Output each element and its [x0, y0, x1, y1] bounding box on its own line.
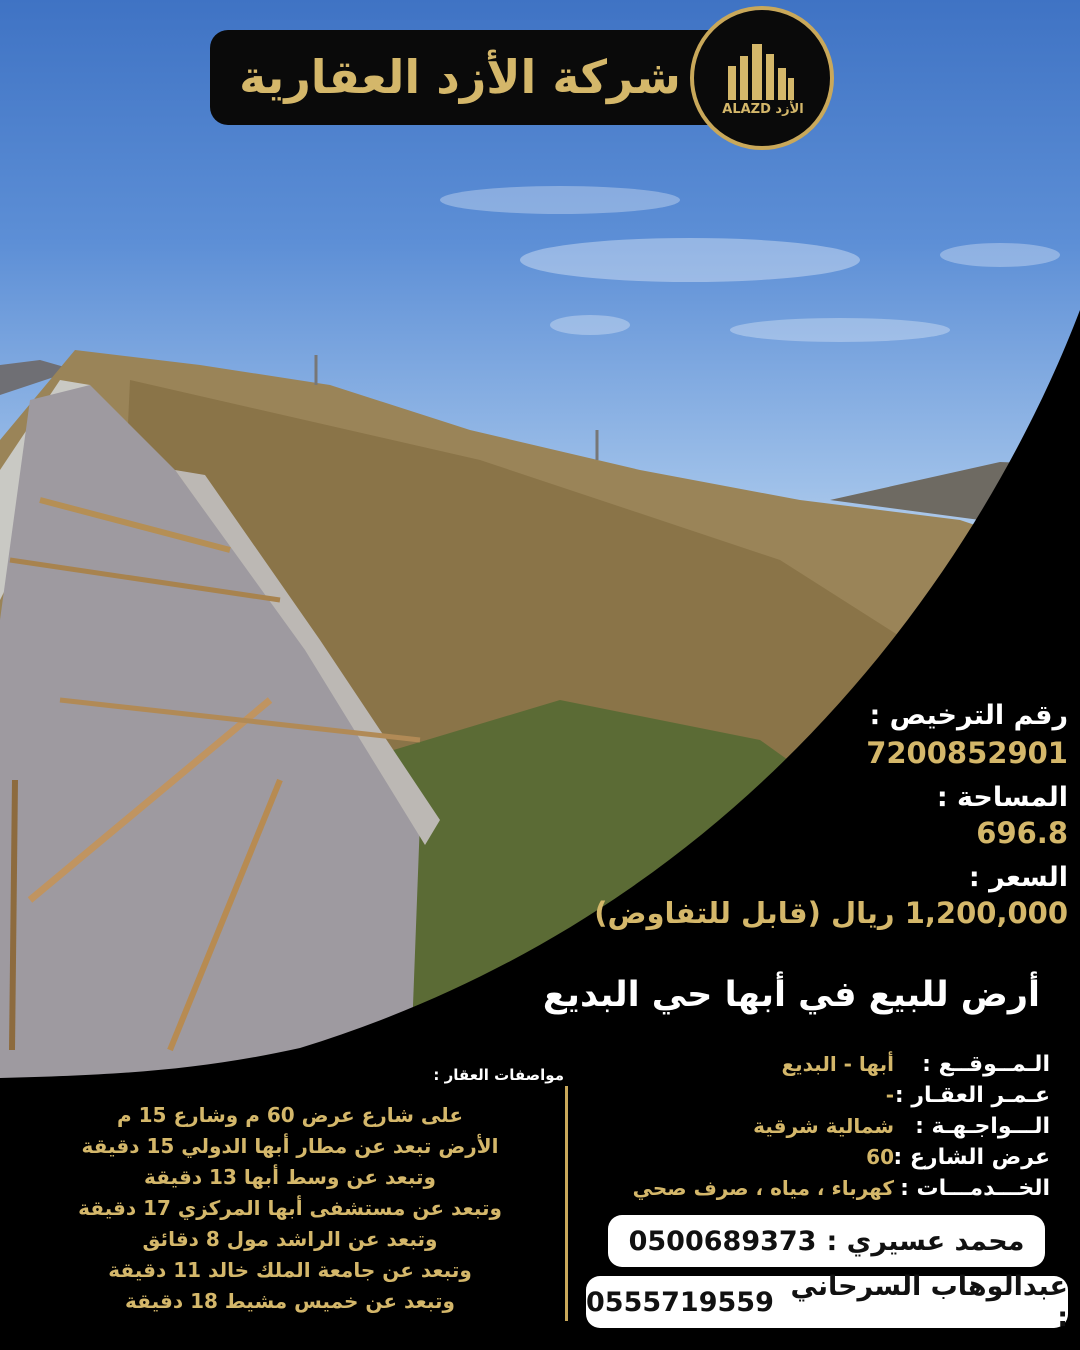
- detail-value: شمالية شرقية: [753, 1114, 894, 1138]
- contact-card[interactable]: [586, 1271, 1068, 1333]
- brand-name: شركة الأزد العقارية: [239, 50, 681, 104]
- spec-line: وتبعد عن مستشفى أبها المركزي 17 دقيقة: [78, 1196, 502, 1220]
- detail-value: 60: [866, 1145, 894, 1169]
- spec-line: وتبعد عن وسط أبها 13 دقيقة: [144, 1165, 436, 1189]
- detail-street-width: [600, 1145, 1050, 1176]
- building-icon: [722, 40, 802, 100]
- detail-age: [600, 1083, 1050, 1114]
- spec-line: على شارع عرض 60 م وشارع 15 م: [117, 1103, 463, 1127]
- logo-arabic: الأزد: [775, 102, 804, 117]
- detail-value: أبها - البديع: [781, 1052, 894, 1076]
- price-label: السعر :: [968, 862, 1068, 893]
- license-label: رقم الترخيص :: [869, 700, 1068, 731]
- price-value: 1,200,000 ريال (قابل للتفاوض): [594, 896, 1068, 930]
- detail-label: عـمـر العقـار :: [894, 1083, 1050, 1108]
- contact-phone[interactable]: 0555719559: [586, 1286, 774, 1318]
- spec-line: الأرض تبعد عن مطار أبها الدولي 15 دقيقة: [81, 1134, 499, 1158]
- contact-card[interactable]: [608, 1215, 1045, 1267]
- contact-phone[interactable]: 0500689373: [628, 1225, 817, 1257]
- detail-label: الـــواجـهـة :: [915, 1114, 1050, 1139]
- logo-latin: ALAZD: [722, 102, 771, 117]
- details-list: [600, 1052, 1050, 1207]
- contact-name: عبدالوهاب السرحاني :: [790, 1271, 1068, 1333]
- headline: أرض للبيع في أبها حي البديع: [542, 975, 1040, 1015]
- area-label: المساحة :: [936, 782, 1068, 813]
- detail-location: [600, 1052, 1050, 1083]
- detail-label: الخـــدمـــات :: [900, 1176, 1050, 1201]
- detail-label: الـمــوقــع :: [922, 1052, 1050, 1077]
- license-value: 7200852901: [866, 736, 1068, 770]
- spec-line: وتبعد عن جامعة الملك خالد 11 دقيقة: [108, 1258, 472, 1282]
- detail-facade: [600, 1114, 1050, 1145]
- column-divider: [565, 1086, 568, 1321]
- contact-name: محمد عسيري :: [826, 1225, 1025, 1257]
- logo-wordmark: [704, 102, 822, 117]
- specs-list: [20, 1100, 560, 1317]
- area-value: 696.8: [976, 816, 1068, 850]
- detail-value: -: [885, 1083, 894, 1107]
- detail-value: كهرباء ، مياه ، صرف صحي: [632, 1176, 894, 1200]
- company-logo: [690, 6, 834, 150]
- detail-services: [600, 1176, 1050, 1207]
- detail-label: عرض الشارع :: [893, 1145, 1050, 1170]
- spec-line: وتبعد عن خميس مشيط 18 دقيقة: [125, 1289, 455, 1313]
- specs-title: مواصفات العقار :: [433, 1066, 564, 1084]
- spec-line: وتبعد عن الراشد مول 8 دقائق: [142, 1227, 438, 1251]
